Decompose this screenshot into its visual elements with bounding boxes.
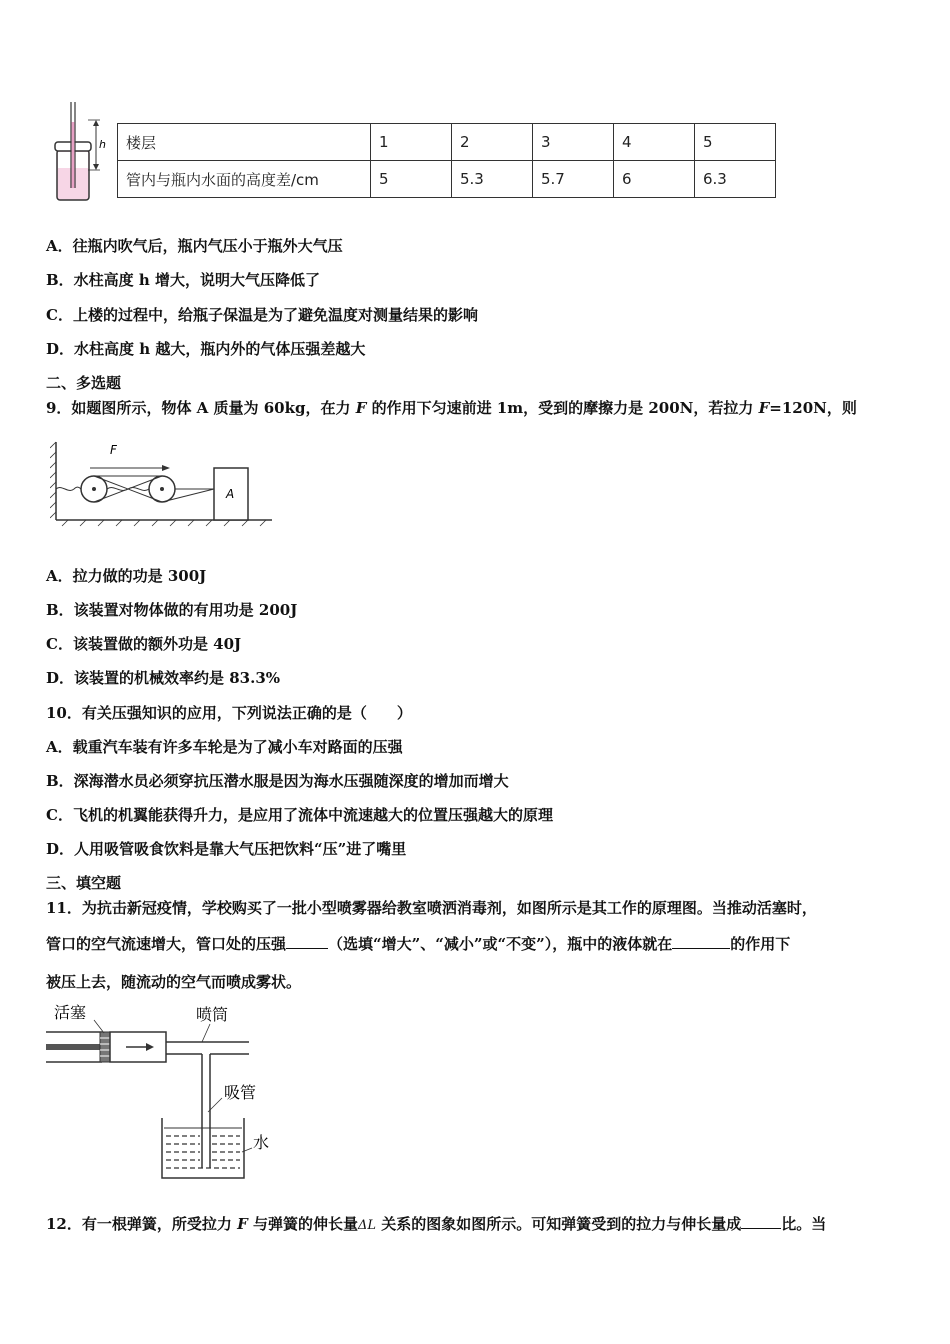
- q9-stem-part: 的作用下匀速前进 1m，受到的摩擦力是 200N，若拉力: [366, 399, 759, 417]
- piston-label: 活塞: [54, 1003, 87, 1022]
- straw-label: 吸管: [224, 1083, 257, 1102]
- q9-option-a[interactable]: A．拉力做的功是 300J: [46, 567, 207, 585]
- pulley-figure: [50, 438, 276, 528]
- q11-text: 的作用下: [730, 935, 791, 953]
- table-row: [118, 124, 776, 161]
- section-title-fill-in: 三、填空题: [46, 874, 122, 892]
- table-cell: 5: [695, 124, 776, 161]
- section-title-multiple-choice: 二、多选题: [46, 374, 122, 392]
- q9-option-d[interactable]: D．该装置的机械效率约是 83.3%: [46, 669, 281, 687]
- sprayer-figure: [46, 1000, 276, 1186]
- answer-blank-1[interactable]: [286, 934, 328, 949]
- q12-delta-l-symbol: ΔL: [358, 1218, 377, 1233]
- table-cell: 3: [533, 124, 614, 161]
- table-cell: 5.3: [452, 161, 533, 198]
- q12-stem: [46, 1214, 826, 1236]
- answer-blank-2[interactable]: [672, 934, 730, 949]
- q8-option-c[interactable]: C．上楼的过程中，给瓶子保温是为了避免温度对测量结果的影响: [46, 306, 478, 324]
- q11-line-2: [46, 934, 790, 954]
- q10-option-c[interactable]: C．飞机的机翼能获得升力，是应用了流体中流速越大的位置压强越大的原理: [46, 806, 553, 824]
- nozzle-label: 喷筒: [196, 1005, 229, 1024]
- q9-stem-part: =120N，则: [769, 399, 857, 417]
- table-cell: 4: [614, 124, 695, 161]
- q12-text: 关系的图象如图所示。可知弹簧受到的拉力与伸长量成: [376, 1215, 742, 1233]
- water-label: 水: [253, 1133, 270, 1152]
- q9-option-c[interactable]: C．该装置做的额外功是 40J: [46, 635, 242, 653]
- q9-stem-part: 9．如题图所示，物体 A 质量为 60kg，在力: [46, 399, 356, 417]
- q9-option-b[interactable]: B．该装置对物体做的有用功是 200J: [46, 601, 298, 619]
- q12-text: 与弹簧的伸长量: [247, 1215, 358, 1233]
- table-cell: 6.3: [695, 161, 776, 198]
- table-header-label: 楼层: [118, 124, 371, 161]
- table-cell: 6: [614, 161, 695, 198]
- table-row: [118, 161, 776, 198]
- q11-text: （选填“增大”、“减小”或“不变”），瓶中的液体就在: [328, 935, 673, 953]
- q12-force-symbol: F: [237, 1215, 248, 1233]
- q10-option-d[interactable]: D．人用吸管吸食饮料是靠大气压把饮料“压”进了嘴里: [46, 840, 407, 858]
- q12-text: 12．有一根弹簧，所受拉力: [46, 1215, 238, 1233]
- q8-option-a[interactable]: A．往瓶内吹气后，瓶内气压小于瓶外大气压: [46, 237, 343, 255]
- table-row-label: 管内与瓶内水面的高度差/cm: [118, 161, 371, 198]
- q8-option-d[interactable]: D．水柱高度 h 越大，瓶内外的气体压强差越大: [46, 340, 366, 358]
- q11-line-3: 被压上去，随流动的空气而喷成雾状。: [46, 973, 302, 991]
- block-label: A: [226, 487, 235, 501]
- q12-text: 比。当: [781, 1215, 827, 1233]
- q9-stem: [46, 398, 857, 418]
- q10-option-a[interactable]: A．载重汽车装有许多车轮是为了减小车对路面的压强: [46, 738, 403, 756]
- q11-text: 管口的空气流速增大，管口处的压强: [46, 935, 287, 953]
- table-cell: 2: [452, 124, 533, 161]
- table-cell: 1: [371, 124, 452, 161]
- h-label: h: [99, 138, 106, 151]
- q10-option-b[interactable]: B．深海潜水员必须穿抗压潜水服是因为海水压强随深度的增加而增大: [46, 772, 509, 790]
- answer-blank-3[interactable]: [741, 1214, 781, 1229]
- bottle-barometer-figure: [48, 100, 114, 206]
- force-label: F: [110, 443, 117, 457]
- q11-line-1: 11．为抗击新冠疫情，学校购买了一批小型喷雾器给教室喷洒消毒剂，如图所示是其工作的原理图。当推动活塞时，: [46, 899, 817, 917]
- q9-force-symbol: F: [758, 399, 770, 417]
- q9-force-symbol: F: [355, 399, 367, 417]
- floor-height-table: [117, 123, 776, 198]
- q10-stem: 10．有关压强知识的应用，下列说法正确的是（ ）: [46, 704, 412, 722]
- table-cell: 5: [371, 161, 452, 198]
- table-cell: 5.7: [533, 161, 614, 198]
- q8-option-b[interactable]: B．水柱高度 h 增大，说明大气压降低了: [46, 271, 321, 289]
